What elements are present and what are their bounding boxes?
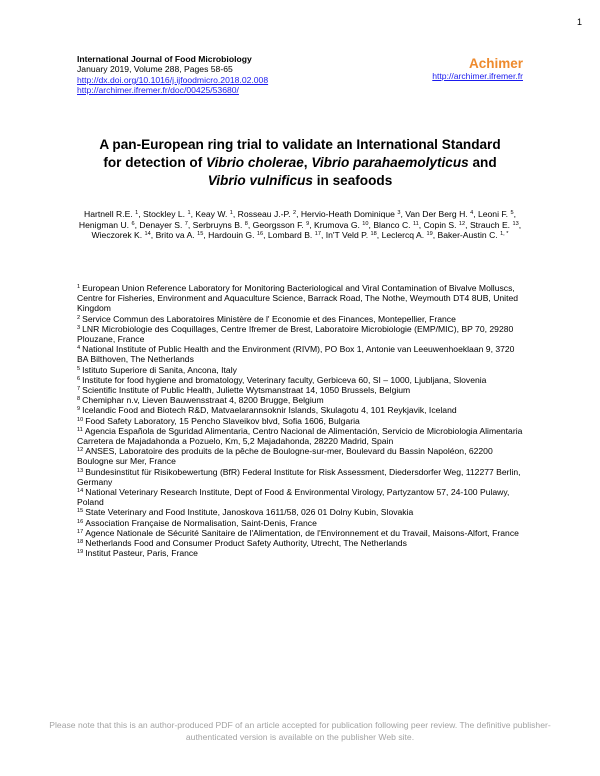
affiliation-number: 7: [77, 386, 81, 393]
affiliation-text: National Veterinary Research Institute, Dept of Food & Environmental Virology, Partyzantow 57, 24-100 Pulawy, Poland: [77, 487, 510, 508]
journal-name: International Journal of Food Microbiology: [77, 54, 252, 64]
author-name-text: Denayer S.: [139, 219, 183, 230]
title-species-2: Vibrio parahaemolyticus: [311, 155, 469, 170]
archimer-url-link[interactable]: http://archimer.ifremer.fr: [432, 71, 523, 81]
author-name: [478, 209, 514, 219]
affiliation-item: [77, 548, 523, 558]
affiliation-number: 3: [77, 324, 81, 331]
affiliation-number: 4: [77, 345, 81, 352]
affiliation-item: [77, 324, 523, 344]
author-name-text: Lombard B.: [267, 230, 313, 241]
author-name: [195, 209, 233, 219]
title-separator-1: ,: [303, 155, 312, 170]
author-name: [139, 220, 188, 230]
affiliation-item: [77, 405, 523, 415]
affiliation-item: [77, 395, 523, 405]
author-affiliation-marker: 14: [144, 231, 151, 238]
affiliation-text: LNR Microbiologie des Coquillages, Centre Ifremer de Brest, Laboratoire Microbiologie (EMP/MIC), BP 70, 29280 Plouzane, France: [77, 323, 514, 345]
author-affiliation-marker: 3: [397, 210, 401, 216]
author-name-text: Strauch E.: [469, 219, 511, 230]
affiliation-text: Istituto Superiore di Sanita, Ancona, Italy: [82, 364, 237, 375]
affiliation-item: [77, 487, 523, 507]
author-affiliation-marker: 2: [292, 210, 297, 216]
title-text: A pan-European ring trial to validate an International Standard for detection of: [99, 137, 501, 170]
page-number: 1: [576, 17, 582, 27]
author-name: [470, 220, 519, 230]
affiliation-number: 1: [77, 284, 81, 290]
author-affiliation-marker: 11: [412, 220, 419, 227]
author-list: Hartnell R.E. $^1$, Stockley L. $^1$, Keay W. $^1$, Rosseau J.-P. $^2$, Hervio-Heath Dominique $^3$, Van Der Berg H. $^4$, Leoni F. $^5$, Henigman U. $^6$, Denayer S. $^7$, Serbruyns B. $^8$, Georgsson F. $^9$, Krumova G. $^{10}$, Blanco C. $^{11}$, Copin S. $^{12}$, Strauch E. $^{13}$, Wieczorek K. $^{14}$, Brito va A. $^{15}$, Hardouin G. $^{16}$, Lombard B. $^{17}$, In'T Veld P. $^{18}$, Leclercq A. $^{19}$, Baker-Austin C. $^{1, *}$: [78, 209, 522, 241]
author-name: [79, 220, 135, 230]
title-species-3: Vibrio vulnificus: [207, 173, 313, 188]
title-species-1: Vibrio cholerae: [206, 155, 304, 170]
affiliation-item: [77, 467, 523, 487]
author-name: [314, 220, 368, 230]
affiliation-item: [77, 375, 523, 385]
paper-title: [90, 136, 510, 190]
author-name: [238, 209, 296, 219]
affiliation-item: [77, 528, 523, 538]
author-name: [301, 209, 401, 219]
author-affiliation-marker: 12: [458, 220, 466, 227]
author-name-text: Serbruyns B.: [192, 219, 243, 230]
author-name: [253, 220, 310, 230]
archimer-block: [432, 56, 523, 81]
affiliation-text: Agence Nationale de Sécurité Sanitaire de l'Alimentation, de l'Environnement et du Travail, Maisons-Alfort, France: [85, 527, 519, 538]
journal-info: [77, 54, 268, 96]
affiliation-number: 14: [77, 488, 84, 495]
affiliation-item: [77, 416, 523, 426]
author-affiliation-marker: 5: [510, 210, 514, 216]
author-name: [437, 230, 508, 240]
author-name-text: Hervio-Heath Dominique: [300, 209, 395, 219]
affiliation-number: 11: [77, 426, 83, 433]
author-name: [193, 220, 248, 230]
affiliation-text: Chemiphar n.v, Lieven Bauwensstraat 4, 8200 Brugge, Belgium: [82, 395, 324, 406]
affiliation-text: ANSES, Laboratoire des produits de la pêche de Boulogne-sur-mer, Boulevard du Bassin Napoléon, 62200 Boulogne sur Mer, France: [77, 446, 493, 467]
author-name-text: Rosseau J.-P.: [237, 209, 291, 219]
title-separator-2: and: [468, 155, 497, 170]
author-name: [156, 230, 204, 240]
author-name: [424, 220, 466, 230]
author-name-text: Hardouin G.: [208, 230, 255, 241]
author-name-text: Leclercq A.: [381, 230, 425, 241]
author-name: [382, 230, 433, 240]
affiliation-text: Food Safety Laboratory, 15 Pencho Slaveikov blvd, Sofia 1606, Bulgaria: [85, 415, 360, 426]
affiliation-text: European Union Reference Laboratory for Monitoring Bacteriological and Viral Contamination of Bivalve Molluscs, Centre for Fisheries, Environment and Aquaculture Science, Barrack Road, The Nothe, Weymouth DT4 8UB, United Kingdom: [77, 283, 519, 314]
affiliation-number: 17: [77, 528, 84, 535]
author-affiliation-marker: 15: [197, 231, 204, 238]
author-name-text: Wieczorek K.: [91, 230, 143, 241]
archive-link[interactable]: http://archimer.ifremer.fr/doc/00425/53680/: [77, 85, 239, 96]
author-affiliation-marker: 1, *: [500, 231, 509, 238]
author-name: [143, 209, 191, 219]
affiliation-number: 9: [77, 406, 81, 413]
archimer-logo: Achimer: [468, 56, 523, 71]
affiliation-text: Association Française de Normalisation, Saint-Denis, France: [85, 517, 317, 528]
author-name: [92, 230, 151, 240]
author-affiliation-marker: 6: [131, 220, 135, 227]
author-name-text: Georgsson F.: [252, 219, 304, 230]
title-text-end: in seafoods: [312, 173, 393, 188]
affiliation-item: [77, 385, 523, 395]
author-affiliation-marker: 19: [426, 231, 433, 238]
author-name: [373, 220, 418, 230]
affiliation-list: [77, 283, 523, 558]
affiliation-item: [77, 314, 523, 324]
doi-link[interactable]: http://dx.doi.org/10.1016/j.ijfoodmicro.2018.02.008: [77, 74, 269, 85]
author-affiliation-marker: 16: [256, 231, 264, 238]
footer-note: Please note that this is an author-produced PDF of an article accepted for publication following peer review. The definitive publisher-authenticated version is available on the publisher Web site.: [49, 720, 551, 742]
author-name: [405, 209, 473, 219]
affiliation-number: 2: [77, 314, 81, 321]
author-affiliation-marker: 9: [306, 220, 310, 227]
author-name-text: Brito va A.: [155, 230, 195, 241]
author-affiliation-marker: 4: [470, 210, 474, 216]
author-name: [84, 209, 138, 219]
affiliation-number: 12: [77, 447, 84, 454]
author-name: [326, 230, 377, 240]
affiliation-text: National Institute of Public Health and the Environment (RIVM), PO Box 1, Antonie van Leeuwenhoeklaan 9, 3720 BA Bilthoven, The Netherlands: [77, 344, 515, 365]
affiliation-item: [77, 283, 523, 314]
author-name-text: Van Der Berg H.: [405, 209, 468, 219]
author-name-text: Blanco C.: [373, 219, 411, 230]
author-affiliation-marker: 10: [362, 220, 369, 227]
author-name-text: Leoni F.: [477, 209, 509, 219]
author-name-text: In'T Veld P.: [325, 230, 369, 241]
author-affiliation-marker: 17: [314, 231, 321, 238]
affiliation-item: [77, 344, 523, 364]
author-name-text: Stockley L.: [143, 209, 186, 219]
author-name: [208, 230, 263, 240]
affiliation-text: Agencia Española de Sguridad Alimentaria, Centro Nacional de Alimentación, Servicio de Microbiologia Alimentaria Carretera de Majadahonda a Pozuelo, Km, 5,2 Majadahonda, 28220 Madrid, Spain: [77, 425, 523, 447]
author-name-text: Keay W.: [195, 209, 228, 219]
affiliation-number: 19: [77, 549, 84, 556]
affiliation-number: 13: [77, 467, 84, 474]
affiliation-number: 5: [77, 365, 81, 372]
affiliation-text: Netherlands Food and Consumer Product Safety Authority, Utrecht, The Netherlands: [85, 538, 407, 549]
affiliation-text: Icelandic Food and Biotech R&D, Matvaelarannsoknir Islands, Skulagotu 4, 101 Reykjavik, Iceland: [82, 405, 457, 416]
author-affiliation-marker: 1: [135, 210, 139, 216]
affiliation-item: [77, 518, 523, 528]
affiliation-number: 16: [77, 518, 84, 525]
author-name-text: Baker-Austin C.: [437, 230, 498, 241]
affiliation-text: State Veterinary and Food Institute, Janoskova 1611/58, 026 01 Dolny Kubin, Slovakia: [85, 507, 414, 518]
author-affiliation-marker: 18: [370, 231, 377, 238]
affiliation-text: Institute for food hygiene and bromatology, Veterinary faculty, Gerbiceva 60, SI – 1000, Ljubljana, Slovenia: [82, 374, 487, 385]
affiliation-number: 8: [77, 396, 81, 403]
affiliation-item: [77, 446, 523, 466]
affiliation-text: Service Commun des Laboratoires Ministère de l' Economie et des Finances, Montepellier, France: [82, 313, 456, 324]
affiliation-number: 6: [77, 375, 81, 382]
affiliation-item: [77, 365, 523, 375]
affiliation-text: Bundesinstitut für Risikobewertung (BfR) Federal Institute for Risk Assessment, Diedersdorfer Weg, 112277 Berlin, Germany: [77, 466, 521, 487]
affiliation-number: 15: [77, 508, 84, 515]
journal-issue: January 2019, Volume 288, Pages 58-65: [77, 64, 233, 75]
affiliation-item: [77, 538, 523, 548]
author-affiliation-marker: 1: [187, 210, 191, 216]
author-name-text: Copin S.: [423, 219, 457, 230]
affiliation-item: [77, 426, 523, 446]
author-name: [268, 230, 321, 240]
affiliation-item: [77, 507, 523, 517]
author-affiliation-marker: 1: [229, 210, 233, 216]
author-name-text: Krumova G.: [314, 219, 360, 230]
author-affiliation-marker: 7: [184, 220, 188, 227]
affiliation-text: Scientific Institute of Public Health, Juliette Wytsmanstraat 14, 1050 Brussels, Belgium: [82, 385, 411, 396]
author-name-text: Henigman U.: [78, 219, 130, 230]
author-affiliation-marker: 8: [244, 220, 248, 227]
author-affiliation-marker: 13: [512, 220, 519, 227]
affiliation-number: 10: [77, 416, 84, 423]
author-name-text: Hartnell R.E.: [84, 209, 133, 219]
affiliation-text: Institut Pasteur, Paris, France: [85, 548, 198, 559]
affiliation-number: 18: [77, 539, 84, 546]
